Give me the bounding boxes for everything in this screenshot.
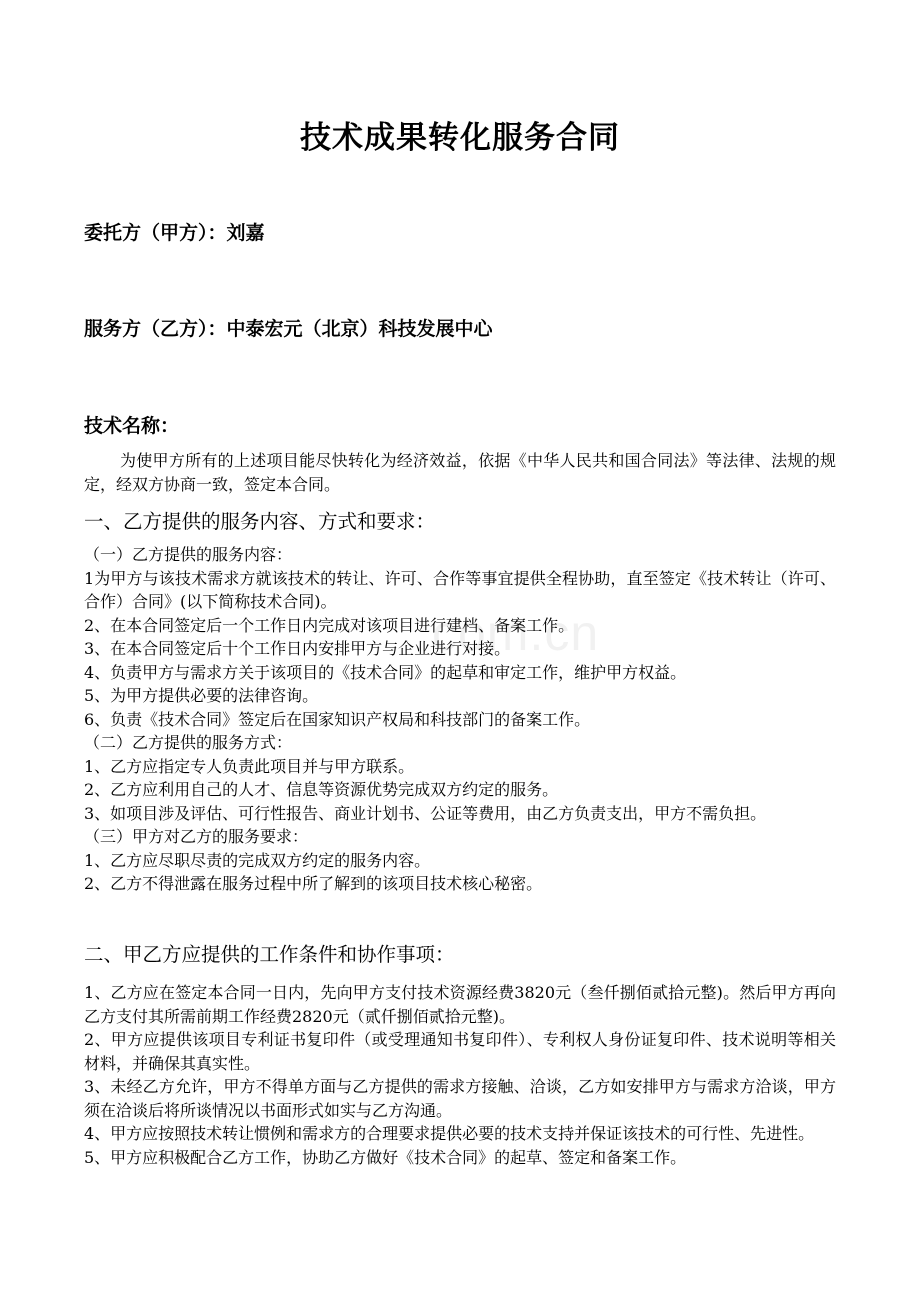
list-item: 1为甲方与该技术需求方就该技术的转让、许可、合作等事宜提供全程协助，直至签定《技术转让（许可、合作）合同》(以下简称技术合同)。 <box>84 568 836 611</box>
subheading-service-content: （一）乙方提供的服务内容： <box>84 545 293 564</box>
section-2-body <box>84 981 836 1169</box>
list-item: 4、甲方应按照技术转让惯例和需求方的合理要求提供必要的技术支持并保证该技术的可行性、先进性。 <box>84 1124 815 1143</box>
list-item: 4、负责甲方与需求方关于该项目的《技术合同》的起草和审定工作，维护甲方权益。 <box>84 662 687 682</box>
subheading-service-method: （二）乙方提供的服务方式： <box>84 733 293 752</box>
party-a-line: 委托方（甲方）：刘嘉 <box>84 222 265 244</box>
list-item: 6、负责《技术合同》签定后在国家知识产权局和科技部门的备案工作。 <box>84 709 591 729</box>
party-b-line: 服务方（乙方）：中泰宏元（北京）科技发展中心 <box>84 318 493 340</box>
intro-paragraph: 为使甲方所有的上述项目能尽快转化为经济效益，依据《中华人民共和国合同法》等法律、法规的规定，经双方协商一致，签定本合同。 <box>84 451 836 494</box>
intro-block <box>84 449 836 496</box>
list-item: 5、为甲方提供必要的法律咨询。 <box>84 686 319 705</box>
list-item: 5、甲方应积极配合乙方工作，协助乙方做好《技术合同》的起草、签定和备案工作。 <box>84 1147 687 1167</box>
list-item: 1、乙方应在签定本合同一日内，先向甲方支付技术资源经费3820元（叁仟捌佰贰拾元整)。然后甲方再向乙方支付其所需前期工作经费2820元（贰仟捌佰贰拾元整)。 <box>84 983 836 1026</box>
list-item: 1、乙方应指定专人负责此项目并与甲方联系。 <box>84 756 415 776</box>
list-item: 3、如项目涉及评估、可行性报告、商业计划书、公证等费用，由乙方负责支出，甲方不需负担。 <box>84 803 767 823</box>
section-2-heading: 二、甲乙方应提供的工作条件和协作事项： <box>84 943 455 966</box>
watermark: com.cn <box>432 605 600 661</box>
list-item: 2、乙方不得泄露在服务过程中所了解到的该项目技术核心秘密。 <box>84 874 543 893</box>
list-item: 3、未经乙方允许，甲方不得单方面与乙方提供的需求方接触、洽谈，乙方如安排甲方与需求方洽谈，甲方须在洽谈后将所谈情况以书面形式如实与乙方沟通。 <box>84 1077 836 1120</box>
subheading-service-requirements: （三）甲方对乙方的服务要求： <box>84 827 309 846</box>
list-item: 2、乙方应利用自己的人才、信息等资源优势完成双方约定的服务。 <box>84 780 559 799</box>
document-title: 技术成果转化服务合同 <box>300 120 620 156</box>
list-item: 2、在本合同签定后一个工作日内完成对该项目进行建档、备案工作。 <box>84 615 575 635</box>
list-item: 2、甲方应提供该项目专利证书复印件（或受理通知书复印件）、专利权人身份证复印件、技术说明等相关材料，并确保其真实性。 <box>84 1030 836 1073</box>
section-1-heading: 一、乙方提供的服务内容、方式和要求： <box>84 510 436 533</box>
list-item: 1、乙方应尽职尽责的完成双方约定的服务内容。 <box>84 850 431 870</box>
list-item: 3、在本合同签定后十个工作日内安排甲方与企业进行对接。 <box>84 639 511 658</box>
section-1-body <box>84 543 836 896</box>
tech-name-label: 技术名称： <box>84 415 180 437</box>
